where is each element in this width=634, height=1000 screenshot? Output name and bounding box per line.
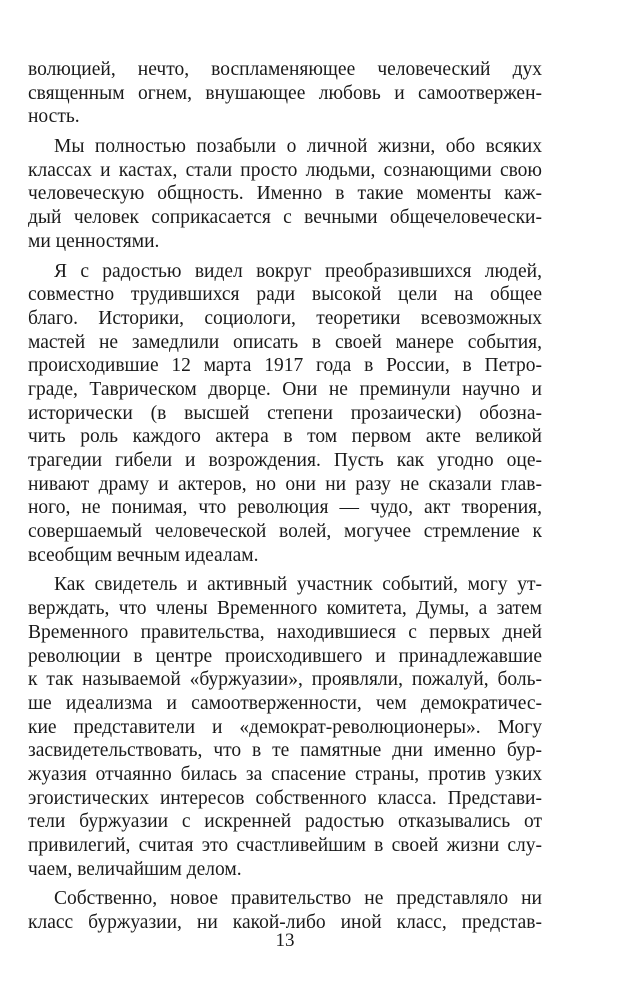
text-line: ного, не понимая, что революция — чудо, акт творения, [28,497,542,519]
text-line: верждать, что члены Временного комитета, Думы, а затем [28,598,542,620]
text-line: волюцией, нечто, воспламеняющее человеческий дух [28,59,542,80]
text-line: священным огнем, внушающее любовь и самоотвержен- [28,82,542,104]
text-line: привилегий, считая это счастливейшим в своей жизни слу- [28,835,542,856]
text-line: класс буржуазии, ни какой-либо иной класс, представ- [28,912,542,934]
paragraph [28,135,542,253]
text-line: Мы полностью позабыли о личной жизни, обо всяких [54,136,542,158]
text-line: трагедии гибели и возрождения. Пусть как угодно оце- [28,450,542,471]
text-line: совершаемый человеческой волей, могучее стремление к [28,521,542,543]
page-body [28,58,542,935]
text-line: ми ценностями. [28,230,160,252]
text-line: дый человек соприкасается с вечными общечеловечески- [28,207,542,229]
text-line: Как свидетель и активный участник событий, могу ут- [54,574,542,596]
text-line: Временного правительства, находившиеся с первых дней [28,621,542,643]
text-line: ность. [28,106,80,128]
text-line: тели буржуазии с искренней радостью отказывались от [28,811,542,833]
text-line: совместно трудившихся ради высокой цели на общее [28,284,542,306]
paragraph [28,260,542,568]
text-line: человеческую общность. Именно в такие моменты каж- [28,183,542,205]
text-line: чаем, величайшим делом. [28,858,242,880]
text-line: кие представители и «демократ-революционеры». Могу [28,716,542,738]
text-line: всеобщим вечным идеалам. [28,544,259,566]
paragraph [28,58,542,129]
text-line: революции в центре происходившего и принадлежавшие [28,645,542,667]
text-line: классах и кастах, стали просто людьми, сознающими свою [28,159,542,181]
page-number: 13 [275,930,295,951]
text-line: эгоистических интересов собственного класса. Представи- [28,787,542,809]
text-line: благо. Историки, социологи, теоретики всевозможных [28,307,542,329]
text-line: исторически (в высшей степени прозаически) обозна- [28,402,542,424]
text-line: мастей не замедлили описать в своей манере события, [28,331,542,353]
text-line: Собственно, новое правительство не представляло ни [54,888,542,910]
text-line: нивают драму и актеров, но они ни разу не сказали глав- [28,473,542,495]
text-line: чить роль каждого актера в том первом акте великой [28,426,542,448]
text-line: ше идеализма и самоотверженности, чем демократичес- [28,692,542,714]
paragraph [28,573,542,881]
text-line: к так называемой «буржуазии», проявляли, пожалуй, боль- [28,669,542,691]
text-line: засвидетельствовать, что в те памятные дни именно бур- [28,740,542,762]
text-line: граде, Таврическом дворце. Они не преминули научно и [28,378,542,400]
text-line: жуазия отчаянно билась за спасение страны, против узких [28,763,542,785]
text-line: происходившие 12 марта 1917 года в России, в Петро- [28,355,542,377]
paragraph [28,887,542,934]
text-line: Я с радостью видел вокруг преобразившихся людей, [54,260,542,282]
